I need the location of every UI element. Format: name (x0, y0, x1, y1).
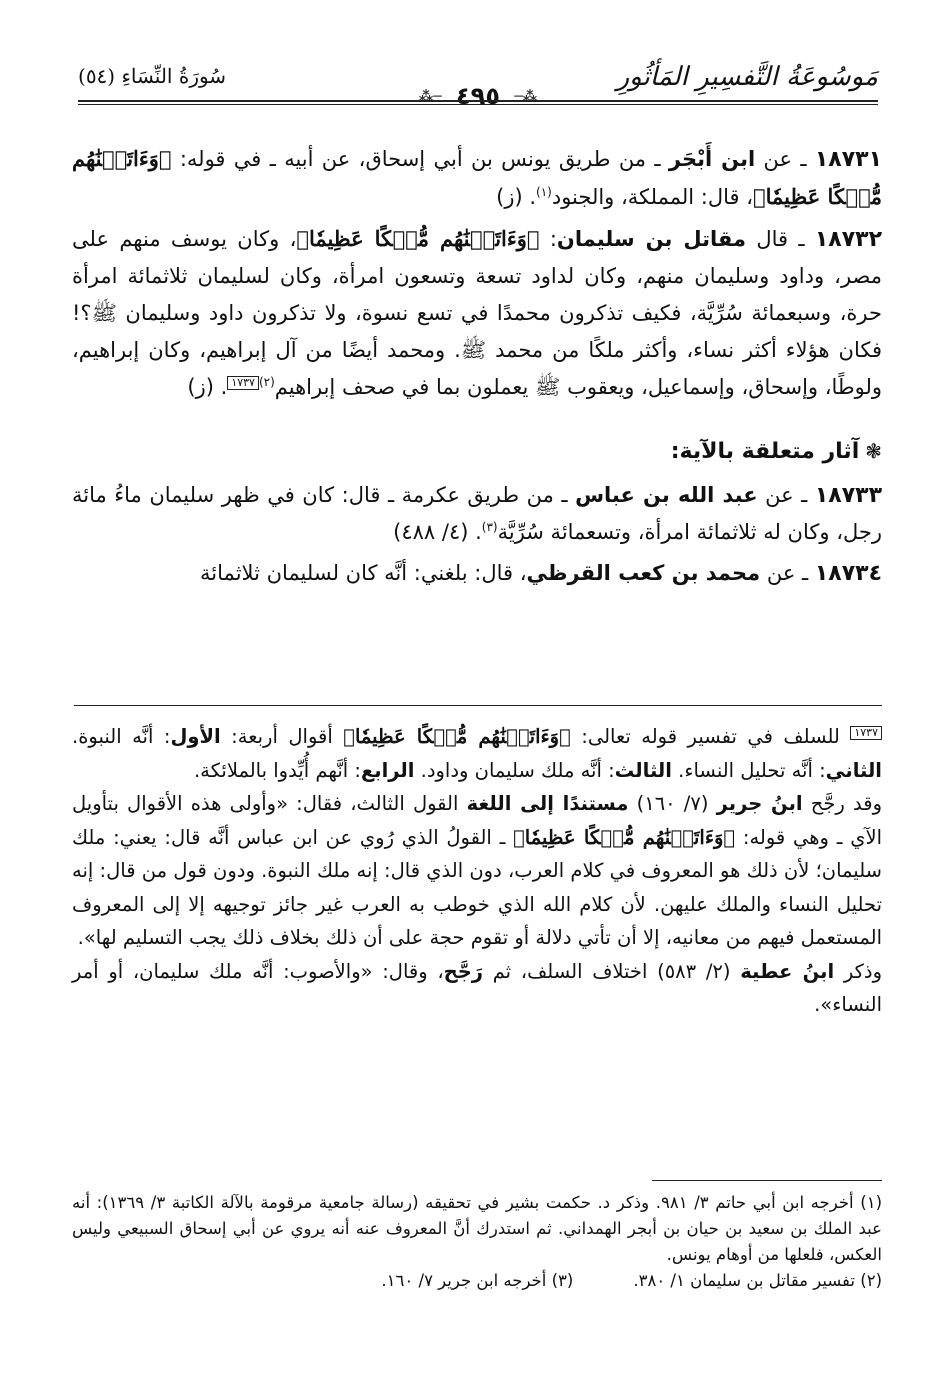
footnote-row (72, 1268, 882, 1294)
header-rule (78, 100, 878, 102)
narrator-name: محمد بن كعب القرظي (526, 561, 761, 585)
footnote-2: (٢) تفسير مقاتل بن سليمان ١/ ٣٨٠. (633, 1271, 882, 1290)
flower-ornament-icon: ❃ (865, 439, 882, 463)
page-number: ٤٩٥ (456, 82, 500, 110)
footnote-ref: (٢) (258, 375, 275, 389)
book-title: مَوسُوعَةُ التَّفسِيرِ المَأثُورِ (616, 62, 878, 92)
ornament-icon: ⁂─ (514, 89, 538, 105)
entry-number: ١٨٧٣٢ (814, 227, 882, 252)
quran-verse: ﴿وَءَاتَيۡنَٰهُم مُّلۡكًا عَظِيمٗا﴾ (72, 146, 882, 209)
commentary-para-2: وقد رجَّح ابنُ جرير (٧/ ١٦٠) مستندًا إلى اللغة القول الثالث، فقال: «وأولى هذه الأقوال بتأويل الآي ـ وهي قوله: ﴿وَءَاتَيۡنَٰهُم مُّلۡكًا عَظِيمٗا﴾ ـ القولُ الذي رُوي عن ابن عباس أنَّه قال: يعني: ملك سليمان؛ لأن ذلك هو المعروف في كلام العرب، دون الذي قال: إنه ملك النبوة. ودون قول من قال: إنه تحليل النساء والملك عليهن. لأن كلام الله الذي خوطب به العرب غير جائز توجيهه إلا إلى المعروف المستعمل فيهم من معانيه، إلا أن تأتي دلالة أو تقوم حجة على أن ذلك بخلاف ذلك يجب التسليم لها». (72, 792, 882, 949)
footnote-ref: (١) (536, 185, 552, 199)
footnote-1: (١) أخرجه ابن أبي حاتم ٣/ ٩٨١. وذكر د. حكمت بشير في تحقيقه (رسالة جامعية مرقومة بالآلة الكاتبة ٣/ ١٣٦٩): أنه عبد الملك بن سعيد بن حيان بن أبجر الهمداني. ثم استدرك أنَّ المعروف عنه أنه يروي عن أبي إسحاق السبيعي وليس العكس، فلعلها من أوهام يونس. (72, 1193, 882, 1264)
narrator-name: عبد الله بن عباس (575, 483, 758, 507)
entry-18733: ١٨٧٣٣ ـ عن عبد الله بن عباس ـ من طريق عكرمة ـ قال: كان في ظهر سليمان ماءُ مائة رجل، وكان له ثلاثمائة امرأة، وتسعمائة سُرِّيَّة$^{(٣)}$. (٤/ ٤٨٨) (72, 483, 882, 544)
page-header (78, 50, 878, 110)
narrator-name: ابن أَبْجَر (668, 147, 756, 171)
entry-number: ١٨٧٣١ (814, 147, 882, 172)
footnote-divider (652, 1180, 882, 1181)
commentary-ref-box: ١٧٣٧ (227, 376, 259, 390)
commentary-ref-box: ١٧٣٧ (850, 726, 882, 740)
quran-verse: ﴿وَءَاتَيۡنَٰهُم مُّلۡكًا عَظِيمٗا﴾ (296, 226, 540, 251)
section-heading: ❃آثار متعلقة بالآية: (670, 439, 882, 464)
entry-number: ١٨٧٣٣ (814, 483, 882, 508)
quran-verse: ﴿وَءَاتَيۡنَٰهُم مُّلۡكًا عَظِيمٗا﴾ (343, 725, 571, 748)
ornament-icon: ─⁂ (418, 89, 442, 105)
entry-18734: ١٨٧٣٤ ـ عن محمد بن كعب القرظي، قال: بلغني: أنَّه كان لسليمان ثلاثمائة (200, 561, 882, 586)
surah-label: سُورَةُ النِّسَاءِ (٥٤) (78, 64, 227, 88)
entry-number: ١٨٧٣٤ (814, 561, 882, 586)
footnote-3: (٣) أخرجه ابن جرير ٧/ ١٦٠. (381, 1271, 574, 1290)
entry-18732: ١٨٧٣٢ ـ قال مقاتل بن سليمان: ﴿وَءَاتَيۡنَٰهُم مُّلۡكًا عَظِيمٗا﴾، وكان يوسف منهم على مصر، وداود وسليمان منهم، وكان لداود تسعة وتسعون امرأة، وكان لسليمان ثلاثمائة امرأة حرة، وسبعمائة سُرِّيَّة، فكيف تذكرون محمدًا في تسع نسوة، ولا تذكرون داود وسليمان ﷺ؟! فكان هؤلاء أكثر نساء، وأكثر ملكًا من محمد ﷺ. ومحمد أيضًا من آل إبراهيم، وكان إبراهيم، ولوطًا، وإسحاق، وإسماعيل، ويعقوب ﷺ يعملون بما في صحف إبراهيم$^{(٢)}$١٧٣٧. (ز) (72, 226, 882, 399)
header-rule-thin (78, 104, 878, 105)
footnote-ref: (٣) (481, 520, 498, 534)
commentary-para-3: وذكر ابنُ عطية (٢/ ٥٨٣) اختلاف السلف، ثم رَجَّح، وقال: «والأصوب: أنَّه ملك سليمان، أو أمر النساء». (72, 959, 882, 1016)
entry-18731: ١٨٧٣١ ـ عن ابن أَبْجَر ـ من طريق يونس بن أبي إسحاق، عن أبيه ـ في قوله: ﴿وَءَاتَيۡنَٰهُم مُّلۡكًا عَظِيمٗا﴾، قال: المملكة، والجنود$^{(١)}$. (ز) (72, 146, 882, 209)
quran-verse: ﴿وَءَاتَيۡنَٰهُم مُّلۡكًا عَظِيمٗا﴾ (513, 825, 736, 849)
narrator-name: مقاتل بن سليمان (556, 227, 746, 251)
main-text (72, 140, 882, 592)
commentary-para-1: ١٧٣٧ للسلف في تفسير قوله تعالى: ﴿وَءَاتَيۡنَٰهُم مُّلۡكًا عَظِيمٗا﴾ أقوال أربعة: الأول: أنَّه النبوة. الثاني: أنَّه تحليل النساء. الثالث: أنَّه ملك سليمان وداود. الرابع: أنَّهم أُيِّدوا بالملائكة. (72, 725, 882, 782)
commentary-divider (74, 705, 882, 706)
footnotes (72, 1190, 882, 1294)
commentary-block (72, 720, 882, 1022)
